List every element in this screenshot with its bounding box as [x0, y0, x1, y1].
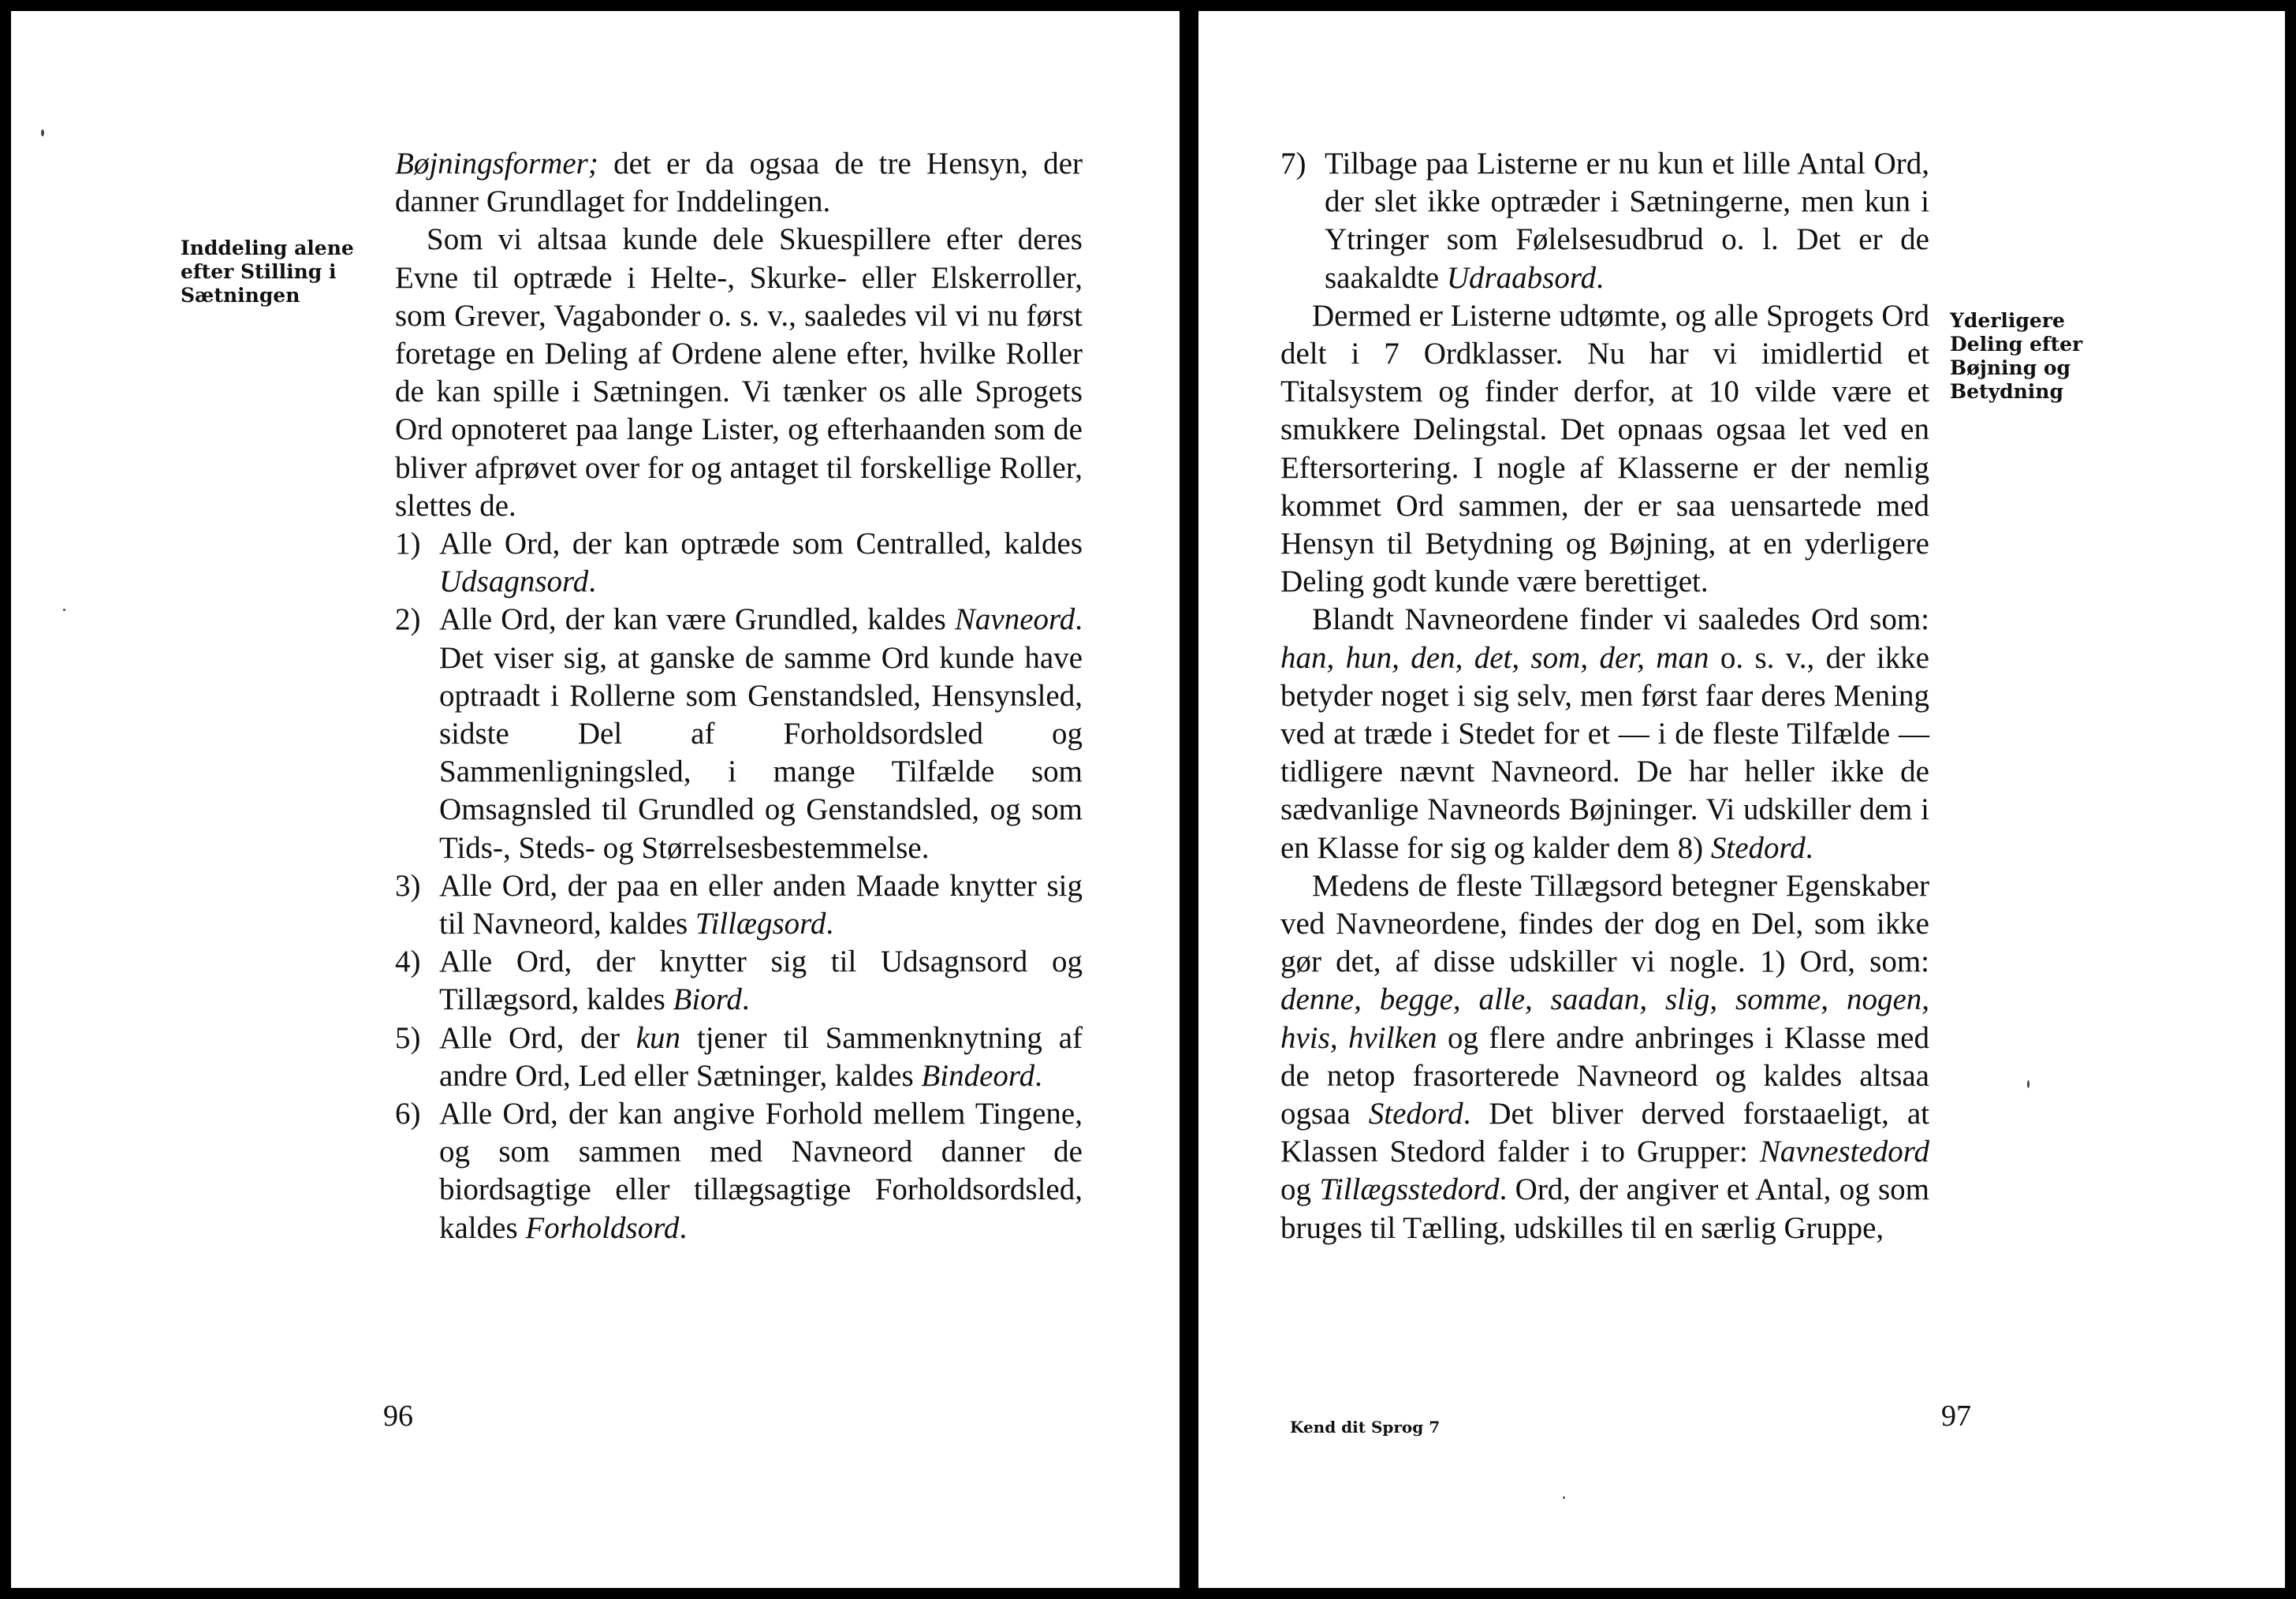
margin-note: Yderligere Deling efter Bøjning og Betydning	[1950, 309, 2083, 403]
paragraph: Blandt Navneordene finder vi saaledes Ord som: han, hun, den, det, som, der, man o. s. v., der ikke betyder noget i sig selv, men først faar deres Mening ved at træde i Stedet for et — i de fleste Tilfælde — tidligere nævnt Navneord. De har heller ikke de sædvanlige Navneords Bøjninger. Vi udskiller dem i en Klasse for sig og kalder dem 8) Stedord.	[1280, 602, 1929, 865]
list-item: 1) Alle Ord, der kan optræde som Centralled, kaldes Udsagnsord.	[395, 527, 1083, 599]
italic-term: Bøjningsformer;	[395, 147, 598, 181]
paragraph: Som vi altsaa kunde dele Skuespillere efter deres Evne til optræde i Helte-, Skurke- eller Elskerroller, som Grever, Vagabonder o. s. v., saaledes vil vi nu først foretage en Deling af Ordene alene efter, hvilke Roller de kan spille i Sætningen. Vi tænker os alle Sprogets Ord opnoteret paa lange Lister, og efterhaanden som de bliver afprøvet over for og antaget til forskellige Roller, slettes de.	[395, 222, 1083, 523]
list-item: 4) Alle Ord, der knytter sig til Udsagnsord og Tillægsord, kaldes Biord.	[395, 945, 1083, 1017]
list-item: 2) Alle Ord, der kan være Grundled, kaldes Navneord. Det viser sig, at ganske de samme Ord kunde have optraadt i Rollerne som Genstandsled, Hensynsled, sidste Del af Forholdsordsled og Sammenligningsled, i mange Tilfælde som Omsagnsled til Grundled og Genstandsled, og som Tids-, Steds- og Størrelsesbestemmelse.	[395, 602, 1083, 865]
right-page	[1198, 11, 2285, 1588]
scan-speck	[2027, 1080, 2030, 1088]
list-item: 5) Alle Ord, der kun tjener til Sammenknytning af andre Ord, Led eller Sætninger, kaldes Bindeord.	[395, 1020, 1083, 1093]
list-item: 6) Alle Ord, der kan angive Forhold mellem Tingene, og som sammen med Navneord danner de biordsagtige eller tillægsagtige Forholdsordsled, kaldes Forholdsord.	[395, 1097, 1083, 1245]
list-item: 7) Tilbage paa Listerne er nu kun et lille Antal Ord, der slet ikke optræder i Sætningerne, men kun i Ytringer som Følelsesudbrud o. l. Det er de saakaldte Udraabsord.	[1280, 147, 1929, 295]
page-number: 96	[383, 1400, 413, 1433]
scan-speck	[63, 609, 65, 611]
paragraph: Dermed er Listerne udtømte, og alle Sprogets Ord delt i 7 Ordklasser. Nu har vi imidlertid et Titalsystem og finder derfor, at 10 vilde være et smukkere Delingstal. Det opnaas ogsaa let ved en Eftersortering. I nogle af Klasserne er der nemlig kommet Ord sammen, der er saa uensartede med Hensyn til Betydning og Bøjning, at en yderligere Deling godt kunde være berettiget.	[1280, 298, 1929, 599]
left-page	[11, 11, 1180, 1588]
scan-speck	[1563, 1496, 1565, 1499]
paragraph: Bøjningsformer; det er da ogsaa de tre Hensyn, der danner Grundlaget for Inddelingen.	[395, 147, 1083, 219]
scan-speck	[41, 129, 44, 136]
body-text	[395, 145, 1083, 1247]
signature-mark: Kend dit Sprog 7	[1290, 1418, 1441, 1437]
list-item: 3) Alle Ord, der paa en eller anden Maade knytter sig til Navneord, kaldes Tillægsord.	[395, 868, 1083, 941]
body-text	[1280, 145, 1929, 1247]
page-number: 97	[1941, 1400, 1971, 1433]
paragraph: Medens de fleste Tillægsord betegner Egenskaber ved Navneordene, findes der dog en Del, som ikke gør det, af disse udskiller vi nogle. 1) Ord, som: denne, begge, alle, saadan, slig, somme, nogen, hvis, hvilken og flere andre anbringes i Klasse med de netop frasorterede Navneord og kaldes altsaa ogsaa Stedord. Det bliver derved forstaaeligt, at Klassen Stedord falder i to Grupper: Navnestedord og Tillægsstedord. Ord, der angiver et Antal, og som bruges til Tælling, udskilles til en særlig Gruppe,	[1280, 868, 1930, 1245]
margin-note: Inddeling alene efter Stilling i Sætningen	[181, 237, 354, 307]
